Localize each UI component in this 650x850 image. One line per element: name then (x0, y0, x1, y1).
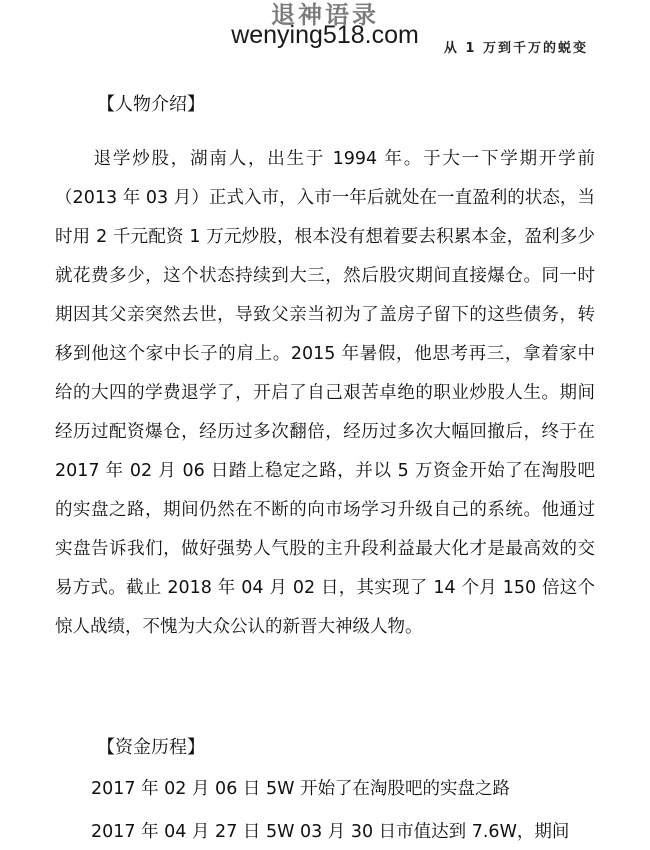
document-title: 退神语录 (271, 1, 379, 29)
capital-heading: 【资金历程】 (97, 737, 205, 758)
capital-entry: 2017 年 02 月 06 日 5W 开始了在淘股吧的实盘之路 (91, 779, 510, 799)
document-subtitle: 从 1 万到千万的蜕变 (443, 41, 588, 56)
profile-heading: 【人物介绍】 (97, 94, 205, 115)
capital-entry: 2017 年 04 月 27 日 5W 03 月 30 日市值达到 7.6W，期间 (91, 822, 570, 842)
profile-paragraph: 退学炒股，湖南人，出生于 1994 年。于大一下学期开学前（2013 年 03 月）正式入市，入市一年后就处在一直盈利的状态，当时用 2 千元配资 1 万元炒股，根本没有想着要去积累本金，盈利多少就花费多少，这个状态持续到大三，然后股灾期间直接爆仓。同一时期因其父亲突然去世，导致父亲当初为了盖房子留下的这些债务，转移到他这个家中长子的肩上。2015 年暑假，他思考再三，拿着家中给的大四的学费退学了，开启了自己艰苦卓绝的职业炒股人生。期间经历过配资爆仓，经历过多次翻倍，经历过多次大幅回撤后，终于在 2017 年 02 月 06 日踏上稳定之路，并以 5 万资金开始了在淘股吧的实盘之路，期间仍然在不断的向市场学习升级自己的系统。他通过实盘告诉我们，做好强势人气股的主升段利益最大化才是最高效的交易方式。截止 2018 年 04 月 02 日，其实现了 14 个月 150 倍这个惊人战绩，不愧为大众公认的新晋大神级人物。 (55, 149, 595, 637)
watermark-url: wenying518.com (231, 21, 419, 49)
